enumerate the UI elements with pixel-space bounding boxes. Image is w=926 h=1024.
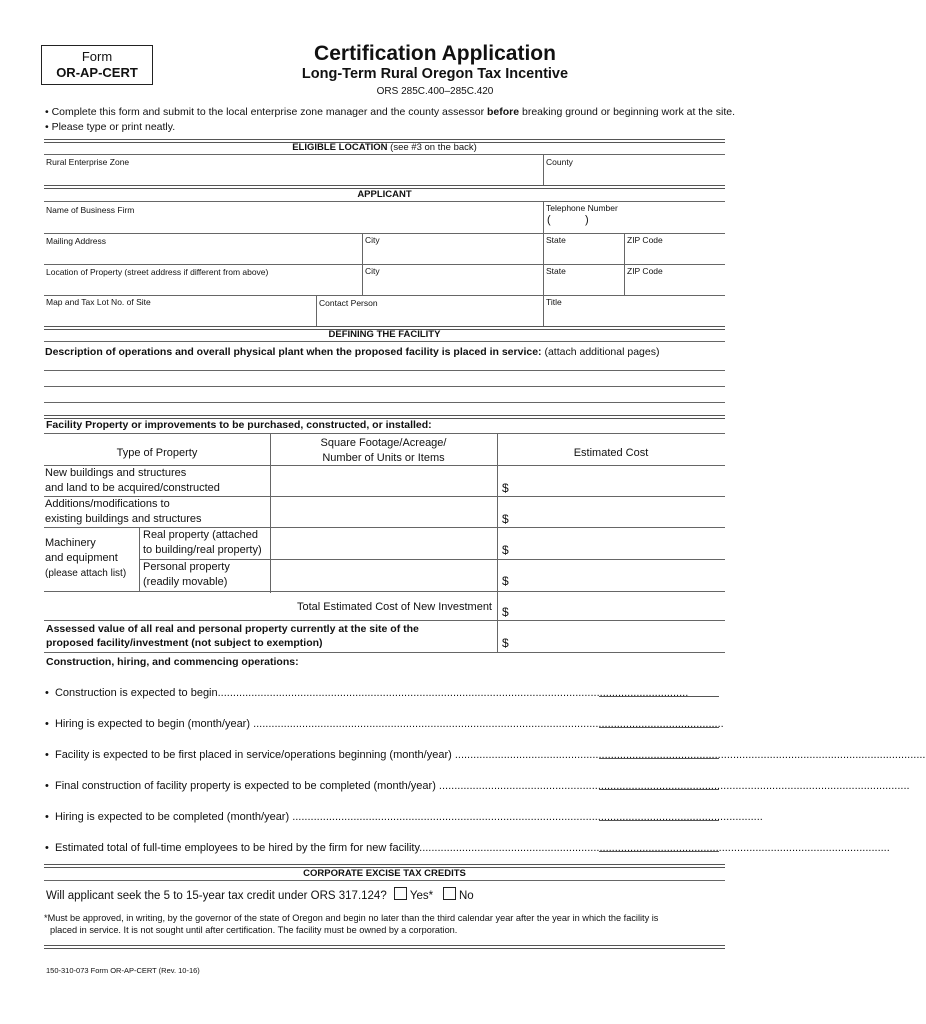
col-type-of-property: Type of Property bbox=[116, 447, 198, 459]
dollar-sign: $ bbox=[502, 512, 509, 526]
dollar-sign: $ bbox=[502, 636, 509, 650]
rule bbox=[44, 652, 725, 653]
excise-heading: CORPORATE EXCISE TAX CREDITS bbox=[303, 868, 466, 879]
instruction-line-2: • Please type or print neatly. bbox=[45, 121, 176, 133]
rule bbox=[316, 295, 317, 326]
rule bbox=[362, 233, 363, 264]
construction-complete-input[interactable] bbox=[599, 789, 719, 790]
mailing-address-field[interactable]: Mailing Address bbox=[46, 236, 107, 246]
form-number: 150-310-073 Form OR-AP-CERT (Rev. 10-16) bbox=[46, 966, 200, 975]
property-location-field[interactable]: Location of Property (street address if different from above) bbox=[46, 267, 269, 277]
operations-item-4: • Final construction of facility property is expected to be completed (month/year) .......................................................................................................................................................... bbox=[45, 780, 910, 792]
page-subtitle: Long-Term Rural Oregon Tax Incentive bbox=[301, 66, 569, 82]
tax-credit-question: Will applicant seek the 5 to 15-year tax credit under ORS 317.124? Yes* No bbox=[46, 887, 474, 902]
col-estimated-cost: Estimated Cost bbox=[573, 447, 649, 459]
operations-item-6: • Estimated total of full-time employees to be hired by the firm for new facility.......................................................................................................................................................... bbox=[45, 842, 890, 854]
rule bbox=[624, 264, 625, 295]
rule bbox=[543, 295, 544, 326]
contact-person-field[interactable]: Contact Person bbox=[319, 298, 378, 308]
col-square-footage: Square Footage/Acreage/ Number of Units or Items bbox=[320, 437, 447, 464]
hiring-begin-input[interactable] bbox=[599, 727, 719, 728]
hiring-complete-input[interactable] bbox=[599, 820, 719, 821]
row-additions: Additions/modifications to existing buildings and structures bbox=[45, 498, 202, 525]
statute-reference: ORS 285C.400–285C.420 bbox=[376, 86, 494, 97]
total-estimated-cost-label: Total Estimated Cost of New Investment bbox=[296, 601, 492, 613]
rule bbox=[270, 433, 271, 593]
phone-paren-open: ( bbox=[547, 214, 551, 226]
rule bbox=[44, 233, 725, 234]
form-id-line2: OR-AP-CERT bbox=[56, 65, 138, 80]
operations-item-2: • Hiring is expected to begin (month/year) .......................................................................................................................................................... bbox=[45, 718, 724, 730]
row-real-property: Real property (attached to building/real property) bbox=[143, 529, 262, 556]
description-prompt: Description of operations and overall physical plant when the proposed facility is placed in service: (attach additional pages) bbox=[45, 346, 660, 358]
rule bbox=[44, 264, 725, 265]
row-personal-property: Personal property (readily movable) bbox=[143, 561, 230, 588]
rule bbox=[543, 233, 544, 264]
employees-input[interactable] bbox=[599, 851, 719, 852]
city-field[interactable]: City bbox=[365, 235, 380, 245]
instruction-line-1: • Complete this form and submit to the local enterprise zone manager and the county assessor before breaking ground or beginning work at the site. bbox=[45, 106, 736, 118]
form-id-line1: Form bbox=[81, 49, 113, 64]
assessed-value-label: Assessed value of all real and personal property currently at the site of the proposed facility/investment (not subject to exemption) bbox=[46, 623, 419, 649]
rule bbox=[362, 264, 363, 295]
rule bbox=[44, 341, 725, 342]
yes-checkbox[interactable] bbox=[394, 887, 407, 900]
rule bbox=[543, 154, 544, 185]
operations-item-5: • Hiring is expected to be completed (month/year) .......................................................................................................................................................... bbox=[45, 811, 763, 823]
title-field[interactable]: Title bbox=[546, 297, 562, 307]
property-zip-field[interactable]: ZIP Code bbox=[627, 266, 663, 276]
map-tax-lot-field[interactable]: Map and Tax Lot No. of Site bbox=[46, 297, 151, 307]
rule bbox=[543, 201, 544, 233]
row-new-buildings: New buildings and structures and land to be acquired/constructed bbox=[45, 467, 220, 494]
eligible-location-heading: ELIGIBLE LOCATION (see #3 on the back) bbox=[292, 142, 477, 153]
operations-item-3: • Facility is expected to be first placed in service/operations beginning (month/year) .......................................................................................................................................................... bbox=[45, 749, 926, 761]
row-machinery: Machinery and equipment (please attach list) bbox=[45, 537, 127, 579]
rule bbox=[44, 880, 725, 881]
construction-begin-input[interactable] bbox=[599, 696, 719, 697]
operations-heading: Construction, hiring, and commencing operations: bbox=[46, 656, 299, 668]
rule bbox=[44, 201, 725, 202]
description-line[interactable] bbox=[44, 402, 725, 403]
dollar-sign: $ bbox=[502, 605, 509, 619]
form-id-box bbox=[41, 45, 153, 85]
dollar-sign: $ bbox=[502, 574, 509, 588]
facility-property-heading: Facility Property or improvements to be purchased, constructed, or installed: bbox=[46, 419, 432, 431]
divider bbox=[44, 945, 725, 949]
no-checkbox[interactable] bbox=[443, 887, 456, 900]
rule bbox=[624, 233, 625, 264]
county-field[interactable]: County bbox=[546, 157, 573, 167]
page-title: Certification Application bbox=[314, 42, 556, 65]
tax-credit-note: *Must be approved, in writing, by the governor of the state of Oregon and begin no later than the third calendar year after the year in which the facility is placed in service. It is not sought until after certification. The facility must be owned by a corporation. bbox=[44, 913, 659, 935]
rule bbox=[44, 620, 725, 621]
rule bbox=[44, 433, 725, 434]
service-begin-input[interactable] bbox=[599, 758, 719, 759]
description-line[interactable] bbox=[44, 386, 725, 387]
rule bbox=[44, 154, 725, 155]
phone-paren-close: ) bbox=[585, 214, 589, 226]
telephone-field[interactable]: Telephone Number bbox=[546, 203, 618, 213]
operations-item-1: • Construction is expected to begin.......................................................................................................................................................... bbox=[45, 687, 689, 699]
property-state-field[interactable]: State bbox=[546, 266, 566, 276]
state-field[interactable]: State bbox=[546, 235, 566, 245]
property-city-field[interactable]: City bbox=[365, 266, 380, 276]
dollar-sign: $ bbox=[502, 481, 509, 495]
rule bbox=[44, 591, 725, 592]
applicant-heading: APPLICANT bbox=[357, 189, 412, 200]
dollar-sign: $ bbox=[502, 543, 509, 557]
rule bbox=[543, 264, 544, 295]
description-line[interactable] bbox=[44, 370, 725, 371]
business-name-field[interactable]: Name of Business Firm bbox=[46, 205, 135, 215]
rule bbox=[44, 295, 725, 296]
rural-enterprise-zone-field[interactable]: Rural Enterprise Zone bbox=[46, 157, 130, 167]
defining-facility-heading: DEFINING THE FACILITY bbox=[328, 329, 441, 340]
zip-field[interactable]: ZIP Code bbox=[627, 235, 663, 245]
